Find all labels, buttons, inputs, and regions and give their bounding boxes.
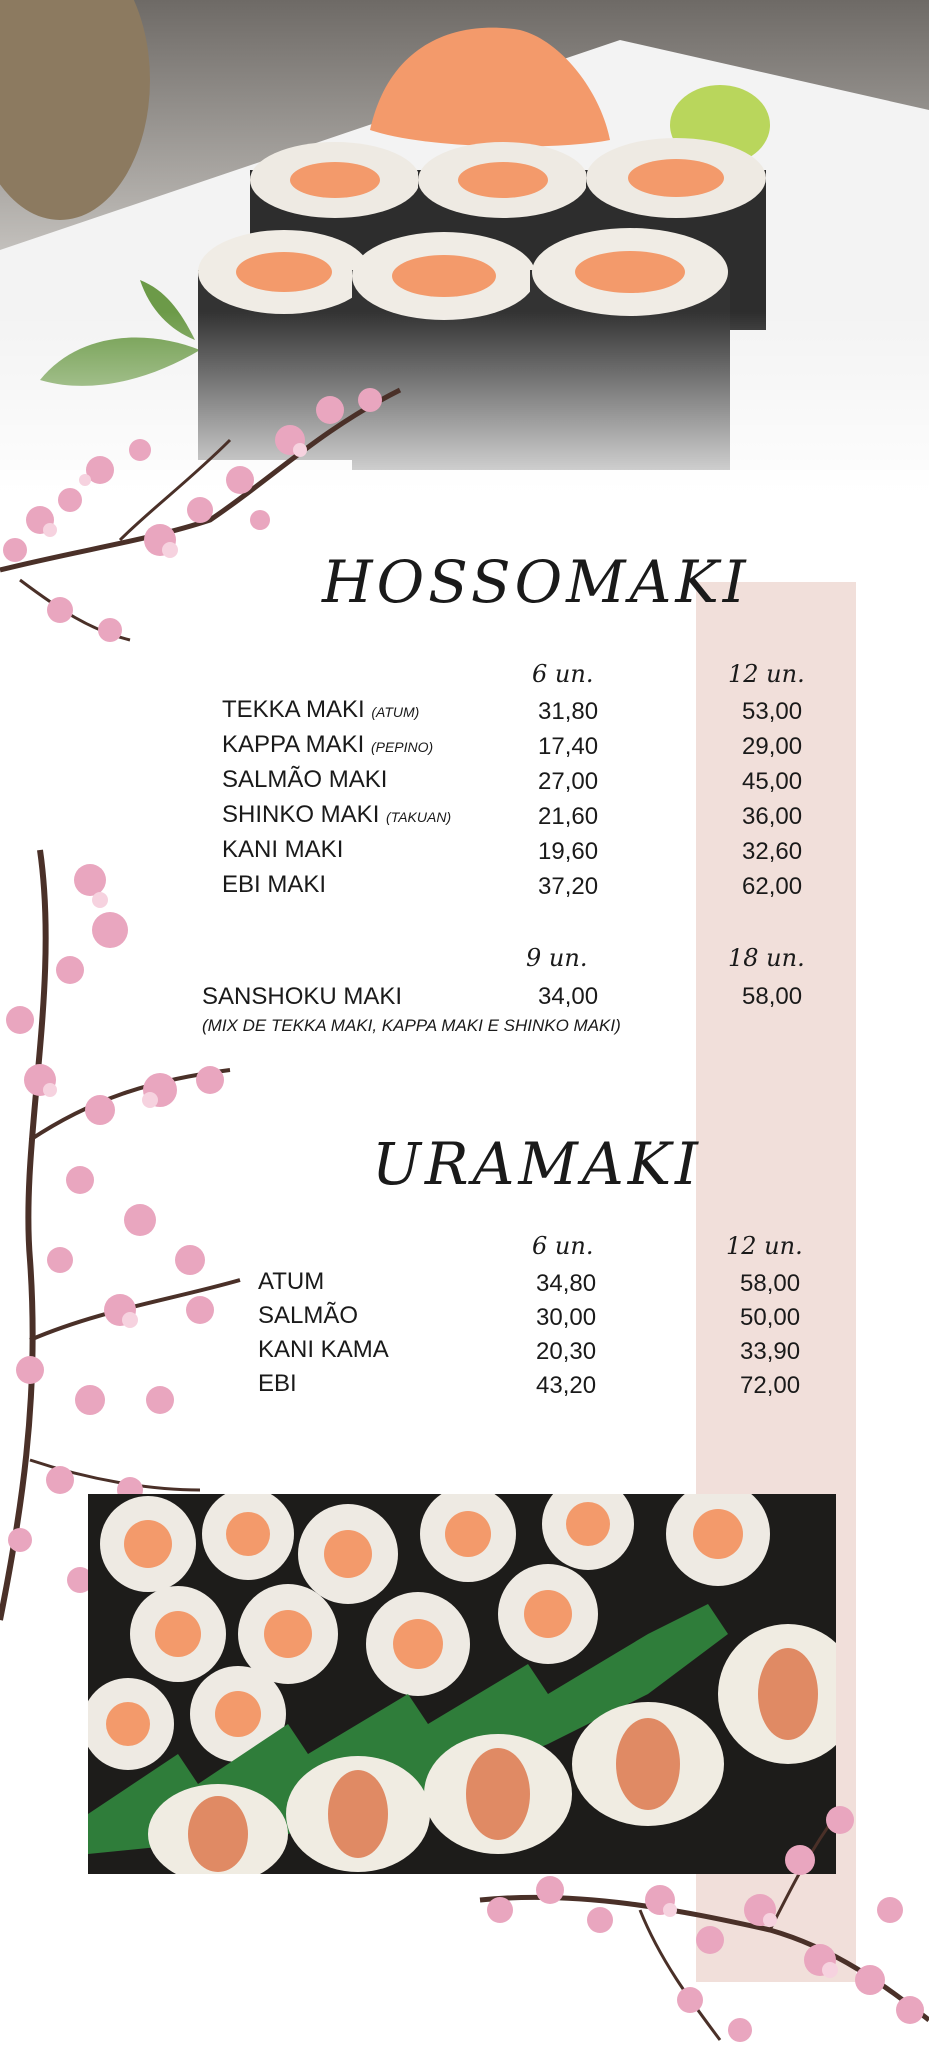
price-large: 58,00 (742, 983, 803, 1010)
price-small: 21,60 (538, 803, 599, 830)
hossomaki-col-small: 6 un. (532, 660, 594, 688)
menu-item: ATUM (258, 1268, 325, 1295)
price-small: 34,00 (538, 983, 599, 1010)
sanshoku-col-small: 9 un. (526, 944, 588, 972)
price-large: 45,00 (742, 768, 803, 795)
price-large: 50,00 (740, 1304, 801, 1331)
price-large: 33,90 (740, 1338, 801, 1365)
menu-item: KANI KAMA (258, 1336, 389, 1363)
price-large: 62,00 (742, 873, 803, 900)
cherry-blossom-bottom-right (440, 1790, 929, 2048)
menu-item (222, 871, 326, 899)
price-large: 53,00 (742, 698, 803, 725)
item-note: (TAKUAN) (386, 809, 452, 825)
price-small: 17,40 (538, 733, 599, 760)
item-note: (ATUM) (371, 704, 420, 720)
price-small: 34,80 (536, 1270, 597, 1297)
sanshoku-col-large: 18 un. (728, 944, 805, 972)
section-title-uramaki: URAMAKI (372, 1130, 702, 1198)
hossomaki-col-large: 12 un. (728, 660, 805, 688)
price-small: 31,80 (538, 698, 599, 725)
item-name: TEKKA MAKI (222, 696, 365, 723)
price-large: 58,00 (740, 1270, 801, 1297)
price-large: 36,00 (742, 803, 803, 830)
uramaki-col-small: 6 un. (532, 1232, 594, 1260)
sanshoku-description: (MIX DE TEKKA MAKI, KAPPA MAKI E SHINKO MAKI) (202, 1016, 621, 1035)
cherry-blossom-top-left (0, 370, 420, 670)
section-title-hossomaki: HOSSOMAKI (322, 548, 750, 616)
price-small: 37,20 (538, 873, 599, 900)
menu-item (222, 836, 343, 864)
menu-item (222, 731, 433, 759)
item-name: KAPPA MAKI (222, 731, 365, 758)
price-large: 32,60 (742, 838, 803, 865)
uramaki-col-large: 12 un. (726, 1232, 803, 1260)
item-name: EBI MAKI (222, 871, 327, 898)
item-name: SHINKO MAKI (222, 801, 380, 828)
item-name: KANI MAKI (222, 836, 344, 863)
menu-item (222, 766, 387, 794)
item-name: SALMÃO MAKI (222, 766, 388, 793)
price-small: 27,00 (538, 768, 599, 795)
item-note: (PEPINO) (370, 739, 434, 755)
price-small: 19,60 (538, 838, 599, 865)
menu-item: SALMÃO (258, 1302, 359, 1329)
sanshoku-name: SANSHOKU MAKI (202, 983, 403, 1010)
price-small: 30,00 (536, 1304, 597, 1331)
menu-item (222, 696, 419, 724)
menu-item: EBI (258, 1370, 297, 1397)
price-large: 29,00 (742, 733, 803, 760)
price-large: 72,00 (740, 1372, 801, 1399)
menu-item (222, 801, 451, 829)
price-small: 20,30 (536, 1338, 597, 1365)
price-small: 43,20 (536, 1372, 597, 1399)
